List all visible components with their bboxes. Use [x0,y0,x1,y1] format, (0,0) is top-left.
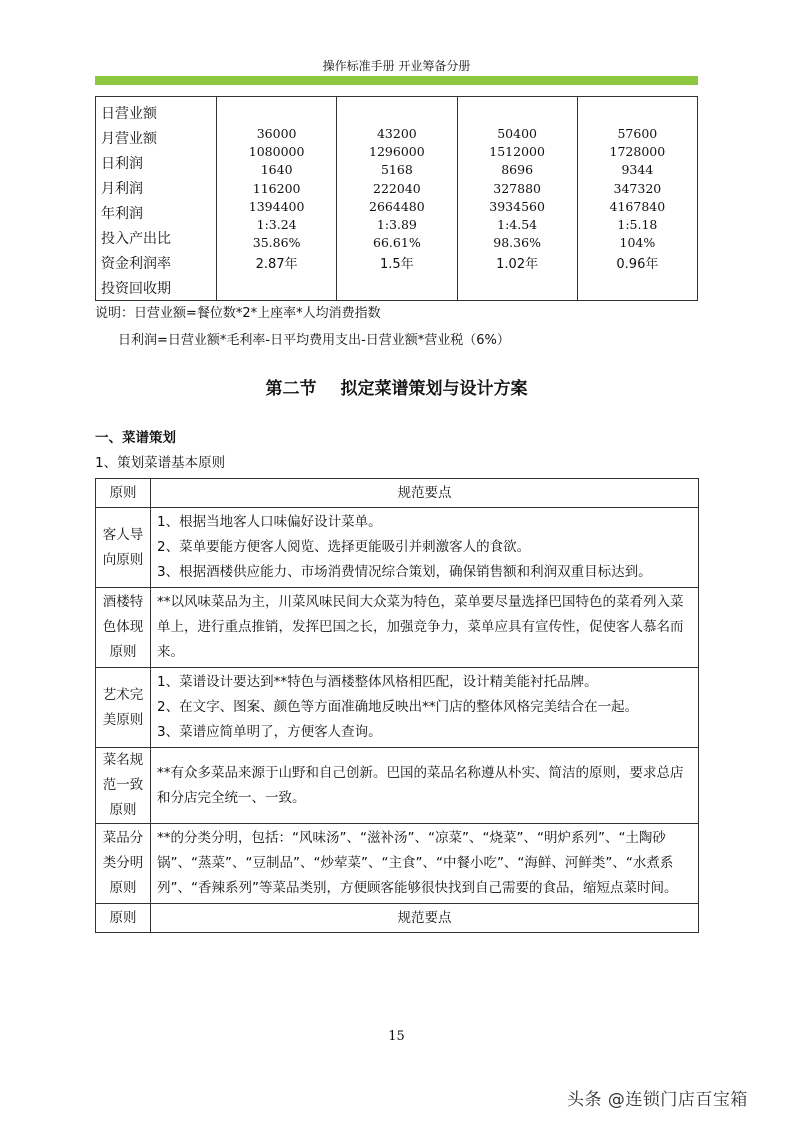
label-capital-profit-rate: 资金利润率 [101,256,171,272]
point-line: 1、根据当地客人口味偏好设计菜单。 [157,514,382,530]
point-line: **有众多菜品来源于山野和自己创新。巴国的菜品名称遵从朴实、简洁的原则，要求总店和分店完全统一、一致。 [157,764,684,806]
principles-table [95,478,699,933]
value-cell: 116200 [252,180,301,196]
formula-note-continued: 日利润=日营业额*毛利率-日平均费用支出-日营业额*营业税（6%） [118,333,510,348]
principle-name: 客人导向原则 [96,508,151,588]
value-cell: 1:5.18 [617,216,658,232]
principle-points [151,668,699,748]
header-cell-principle: 原则 [96,479,151,508]
header-accent-bar [95,76,698,85]
value-cell: 2664480 [369,198,425,214]
value-cell: 8696 [501,162,534,178]
value-cell: 35.86% [252,235,301,251]
table-header-row [96,479,699,508]
value-cell: 50400 [497,126,537,141]
table-row [96,748,699,824]
footer-cell-points: 规范要点 [151,904,699,933]
label-monthly-revenue: 月营业额 [101,131,157,147]
value-cell: 3934560 [489,198,545,214]
table-row [96,588,699,668]
label-payback-period: 投资回收期 [101,281,171,297]
source-credit: 头条 @连锁门店百宝箱 [567,1090,748,1110]
financial-column [217,97,337,300]
payback-cell: 0.96年 [616,257,659,273]
value-cell: 57600 [617,126,658,141]
value-cell: 1080000 [248,144,305,160]
page-number: 15 [388,1029,405,1044]
label-input-output-ratio: 投入产出比 [101,231,171,247]
value-cell: 327880 [493,180,541,196]
value-cell: 98.36% [493,235,541,251]
value-cell: 1512000 [489,144,545,160]
value-cell: 1:3.24 [256,216,297,232]
point-line: 1、菜谱设计要达到**特色与酒楼整体风格相匹配，设计精美能衬托品牌。 [157,674,598,690]
label-daily-profit: 日利润 [101,156,143,172]
item-heading: 1、策划菜谱基本原则 [95,455,226,471]
principle-points [151,508,699,588]
label-monthly-profit: 月利润 [101,181,143,197]
financial-row-labels [96,97,217,300]
principle-points [151,748,699,824]
principle-points [151,824,699,904]
table-row [96,668,699,748]
principle-name: 酒楼特色体现原则 [96,588,151,668]
financial-column [337,97,457,300]
value-cell: 1296000 [369,144,425,160]
value-cell: 104% [619,235,656,251]
label-annual-profit: 年利润 [101,206,143,222]
section-title [0,374,793,399]
value-cell: 1:4.54 [497,216,538,232]
value-cell: 347320 [613,180,662,196]
value-cell: 43200 [376,126,417,141]
table-row [96,824,699,904]
label-daily-revenue: 日营业额 [101,106,157,122]
point-line: **以风味菜品为主，川菜风味民间大众菜为特色，菜单要尽量选择巴国特色的菜肴列入菜单上，进行重点推销，发挥巴国之长，加强竞争力，菜单应具有宣传性，促使客人慕名而来。 [157,594,684,660]
value-cell: 1640 [260,162,293,178]
value-cell: 1728000 [609,144,666,160]
value-cell: 9344 [621,162,654,178]
running-header: 操作标准手册 开业筹备分册 [322,59,471,73]
principle-points [151,588,699,668]
value-cell: 4167840 [609,198,666,214]
table-row [96,508,699,588]
value-cell: 222040 [373,180,421,196]
section-title-text: 拟定菜谱策划与设计方案 [340,379,528,399]
principle-name: 艺术完美原则 [96,668,151,748]
financial-column [578,97,697,300]
financial-column [458,97,578,300]
point-line: 3、根据酒楼供应能力、市场消费情况综合策划，确保销售额和利润双重目标达到。 [157,564,652,580]
section-chapter: 第二节 [265,379,317,399]
footer-cell-principle: 原则 [96,904,151,933]
value-cell: 5168 [380,162,413,178]
value-cell: 1394400 [248,198,305,214]
payback-cell: 1.5年 [380,257,414,273]
point-line: 2、在文字、图案、颜色等方面准确地反映出**门店的整体风格完美结合在一起。 [157,699,639,715]
formula-note: 说明：日营业额=餐位数*2*上座率*人均消费指数 [95,306,381,321]
point-line: 3、菜谱应简单明了，方便客人查询。 [157,724,382,740]
financial-table [95,96,698,301]
point-line: **的分类分明，包括：“风味汤”、“滋补汤”、“凉菜”、“烧菜”、“明炉系列”、“土陶砂锅”、“蒸菜”、“豆制品”、“炒荤菜”、“主食”、“中餐小吃”、“海鲜、河鲜类”、“水煮系列”、“香辣系列”等菜品类别，方便顾客能够很快找到自己需要的食品，缩短点菜时间。 [157,830,678,896]
header-cell-points: 规范要点 [151,479,699,508]
value-cell: 66.61% [373,235,421,251]
point-line: 2、菜单要能方便客人阅览、选择更能吸引并刺激客人的食欲。 [157,539,531,555]
principle-name: 菜品分类分明原则 [96,824,151,904]
table-footer-row [96,904,699,933]
payback-cell: 2.87年 [255,257,298,273]
principle-name: 菜名规范一致原则 [96,748,151,824]
payback-cell: 1.02年 [496,257,539,273]
value-cell: 1:3.89 [376,216,417,232]
value-cell: 36000 [256,126,297,141]
subsection-heading: 一、菜谱策划 [95,430,176,446]
